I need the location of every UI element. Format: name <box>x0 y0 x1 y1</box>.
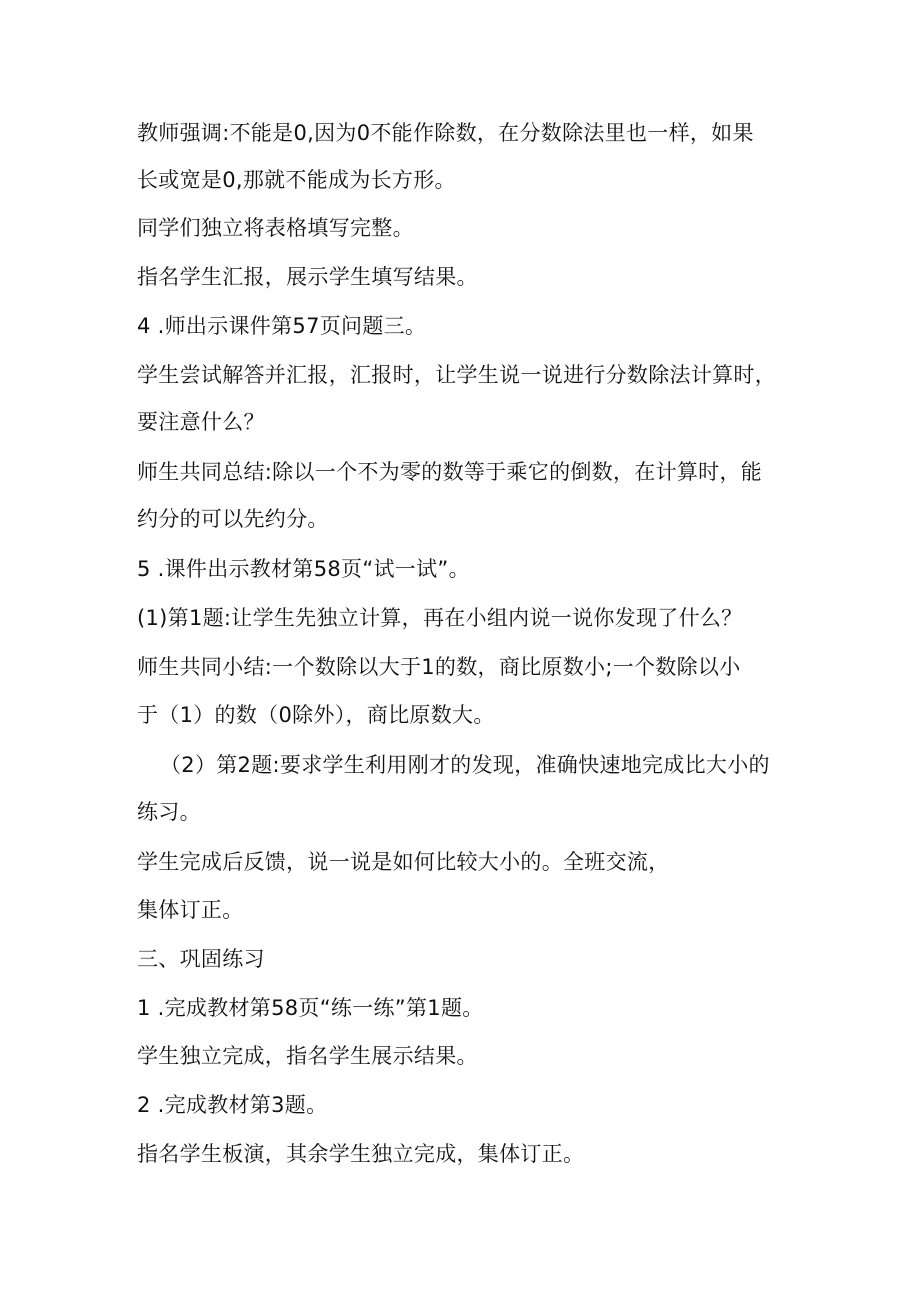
paragraph-line: 教师强调:不能是0,因为0不能作除数，在分数除法里也一样，如果 <box>137 121 754 145</box>
paragraph-line: 4 .师出示课件第57页问题三。 <box>137 314 427 338</box>
paragraph-line: 同学们独立将表格填写完整。 <box>137 216 414 240</box>
paragraph-line: (1)第1题:让学生先独立计算，再在小组内说一说你发现了什么？ <box>137 606 743 630</box>
paragraph-line: 学生独立完成，指名学生展示结果。 <box>137 1044 478 1068</box>
paragraph-line: 练习。 <box>137 800 201 824</box>
paragraph-line: 长或宽是0,那就不能成为长方形。 <box>137 168 456 192</box>
paragraph-line: 指名学生板演，其余学生独立完成，集体订正。 <box>137 1142 585 1166</box>
paragraph-line: 指名学生汇报，展示学生填写结果。 <box>137 265 478 289</box>
paragraph-line: 1 .完成教材第58页“练一练”第1题。 <box>137 996 484 1020</box>
paragraph-line: 学生尝试解答并汇报，汇报时，让学生说一说进行分数除法计算时， <box>137 363 776 387</box>
paragraph-line: 约分的可以先约分。 <box>137 507 329 531</box>
paragraph-line: （2）第2题:要求学生利用刚才的发现，准确快速地完成比大小的 <box>160 753 770 777</box>
paragraph-line: 于（1）的数（0除外），商比原数大。 <box>137 703 495 727</box>
paragraph-line: 2 .完成教材第3题。 <box>137 1093 328 1117</box>
paragraph-line: 师生共同总结:除以一个不为零的数等于乘它的倒数，在计算时，能 <box>137 460 763 484</box>
paragraph-line: 要注意什么？ <box>137 410 265 434</box>
section-heading: 三、巩固练习 <box>137 947 265 971</box>
paragraph-line: 5 .课件出示教材第58页“试一试”。 <box>137 557 470 581</box>
paragraph-line: 集体订正。 <box>137 898 244 922</box>
paragraph-line: 学生完成后反馈，说一说是如何比较大小的。全班交流， <box>137 850 670 874</box>
paragraph-line: 师生共同小结:一个数除以大于1的数，商比原数小;一个数除以小 <box>137 655 741 679</box>
